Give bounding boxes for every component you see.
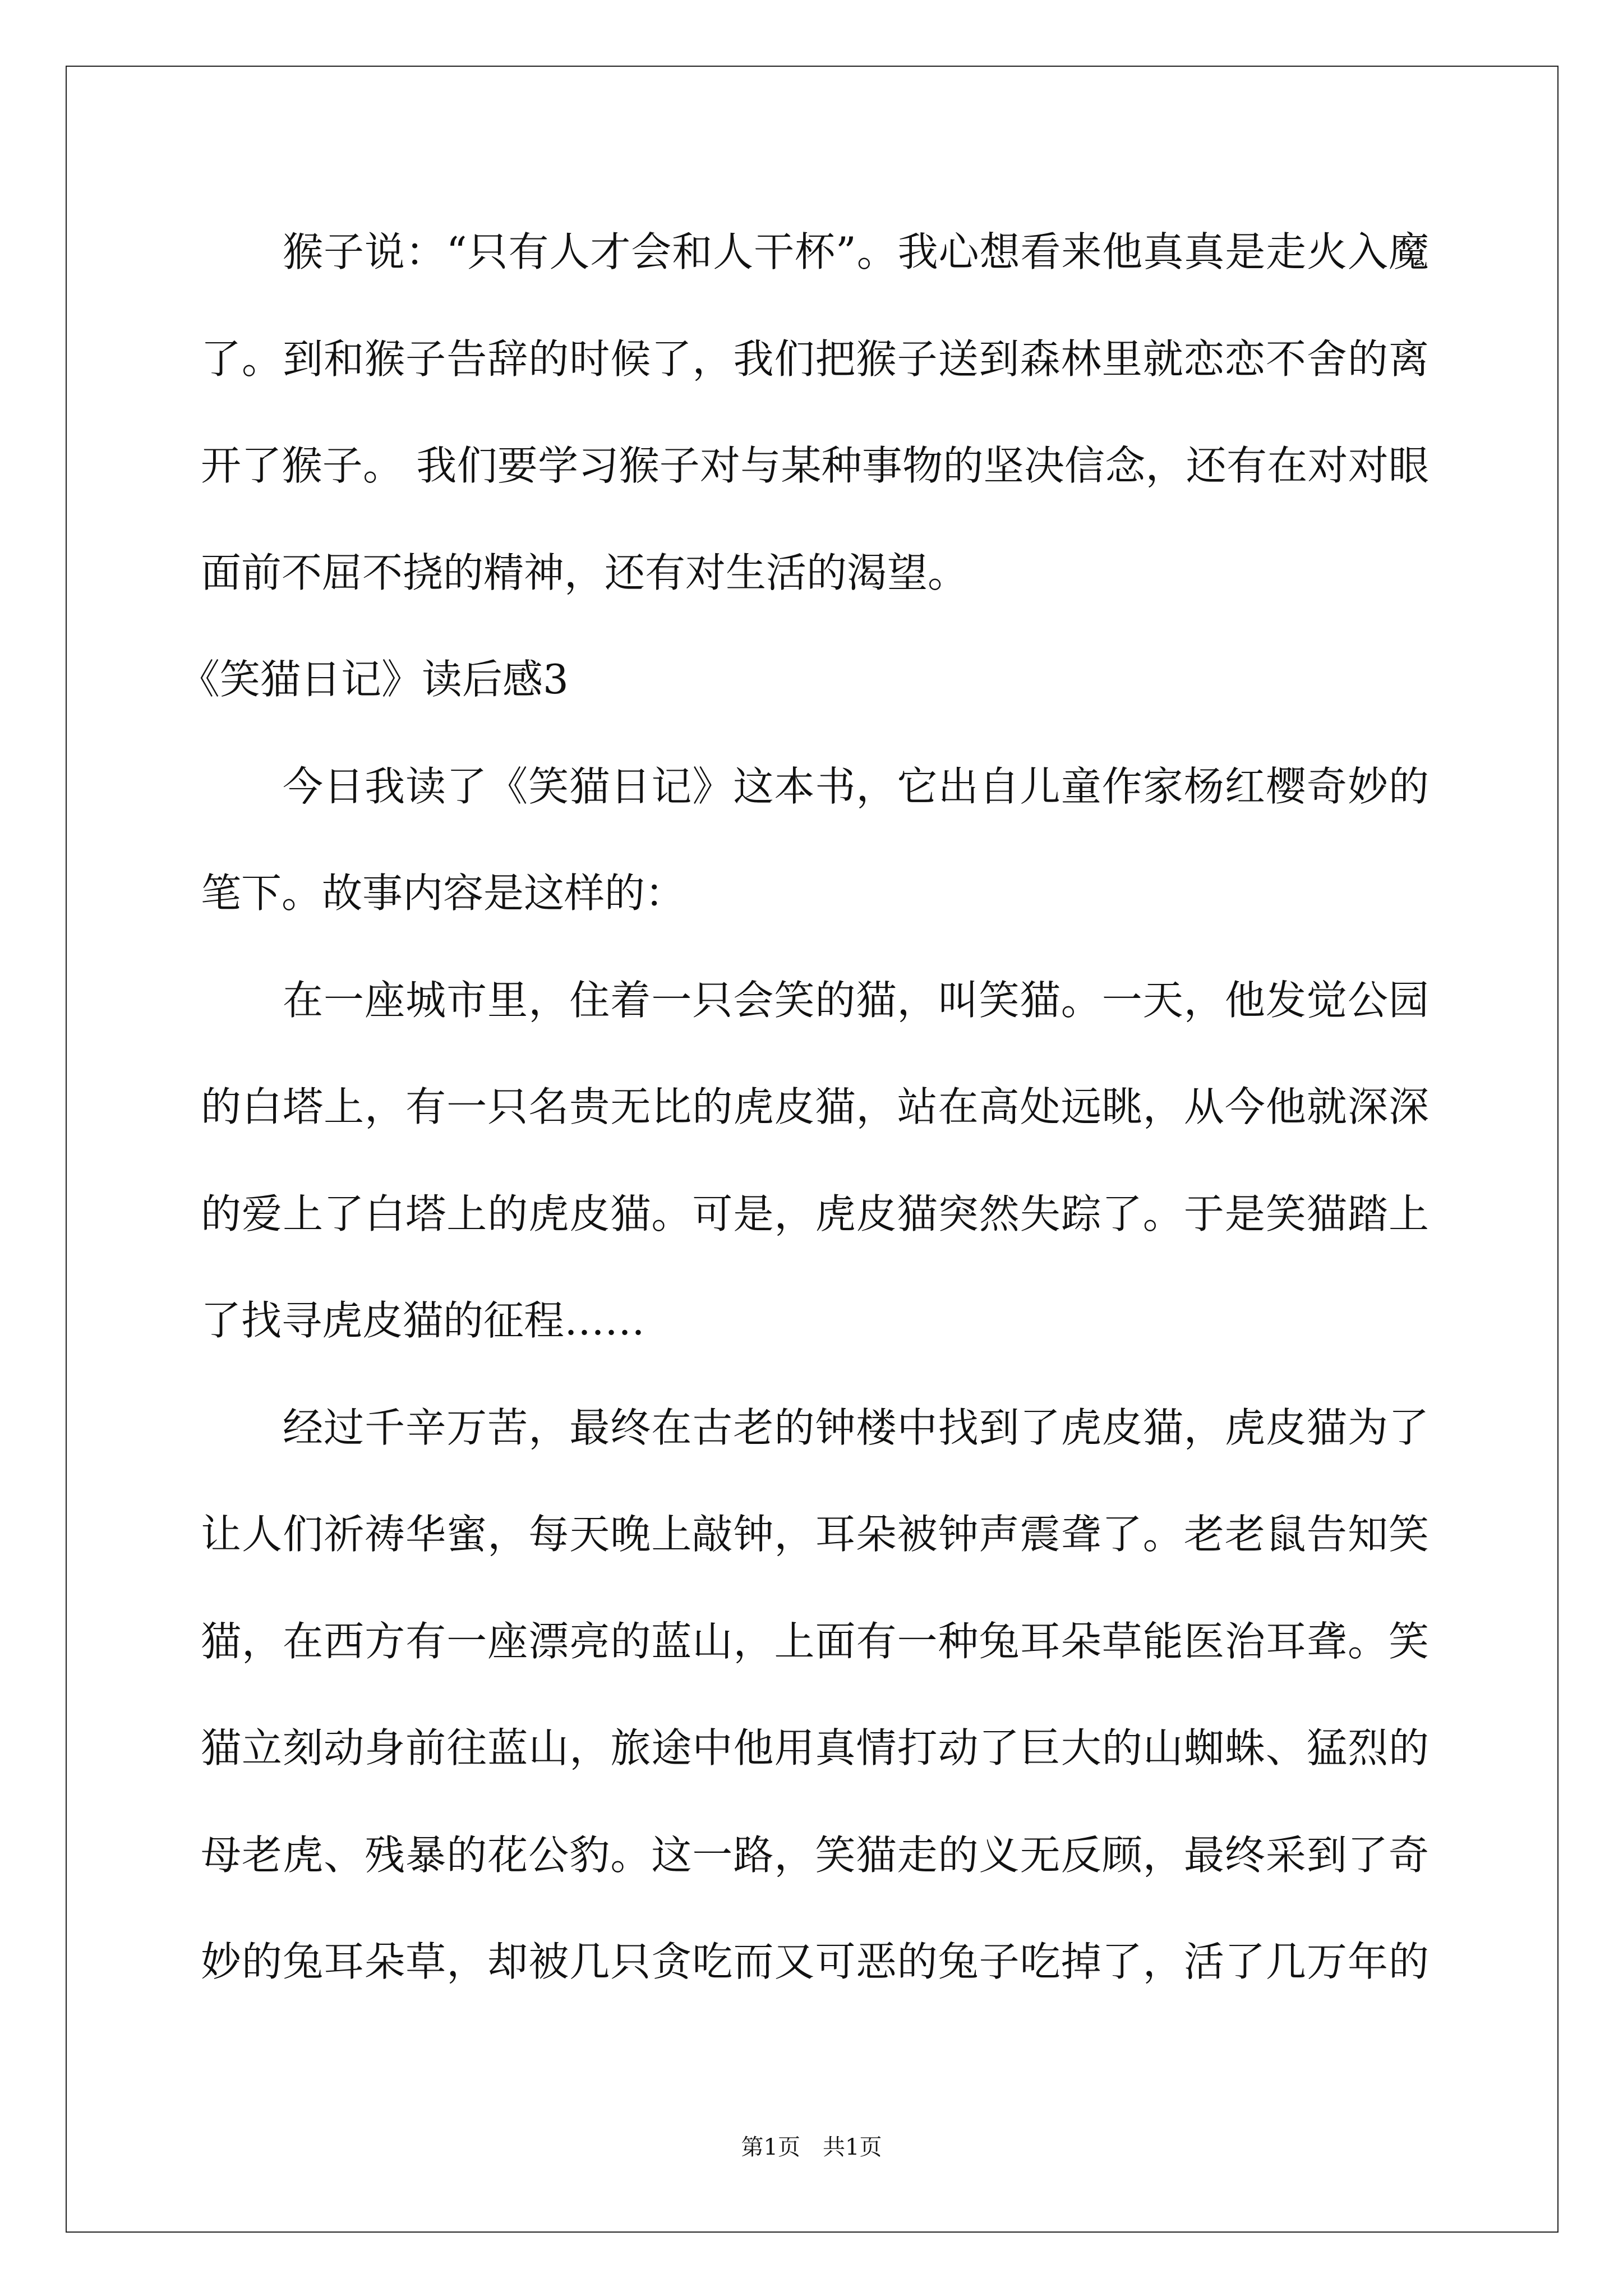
page-number-total: 共1页 (823, 2134, 882, 2160)
paragraph-1-line-2: 了。到和猴子告辞的时候了，我们把猴子送到森林里就恋恋不舍的离 (201, 335, 1429, 383)
paragraph-3-line-2: 的白塔上，有一只名贵无比的虎皮猫，站在高处远眺，从今他就深深 (201, 1083, 1429, 1130)
page-footer (0, 2132, 1623, 2163)
paragraph-2-line-1: 今日我读了《笑猫日记》这本书，它出自儿童作家杨红樱奇妙的 (283, 762, 1429, 810)
paragraph-3-line-4: 了找寻虎皮猫的征程…… (201, 1297, 645, 1344)
paragraph-2-line-2: 笔下。故事内容是这样的： (201, 869, 686, 917)
paragraph-4-line-2: 让人们祈祷华蜜，每天晚上敲钟，耳朵被钟声震聋了。老老鼠告知笑 (201, 1511, 1429, 1558)
page-number-current: 第1页 (741, 2134, 800, 2160)
paragraph-1-line-4: 面前不屈不挠的精神，还有对生活的渴望。 (201, 549, 969, 596)
paragraph-4-line-1: 经过千辛万苦，最终在古老的钟楼中找到了虎皮猫，虎皮猫为了 (283, 1404, 1429, 1451)
paragraph-3-line-1: 在一座城市里，住着一只会笑的猫，叫笑猫。一天，他发觉公园 (283, 976, 1429, 1024)
section-heading: 《笑猫日记》读后感3 (179, 656, 569, 703)
paragraph-4-line-6: 妙的兔耳朵草，却被几只贪吃而又可恶的兔子吃掉了，活了几万年的 (201, 1938, 1429, 1985)
paragraph-4-line-5: 母老虎、残暴的花公豹。这一路，笑猫走的义无反顾，最终采到了奇 (201, 1831, 1429, 1879)
paragraph-4-line-3: 猫，在西方有一座漂亮的蓝山，上面有一种兔耳朵草能医治耳聋。笑 (201, 1617, 1429, 1665)
paragraph-3-line-3: 的爱上了白塔上的虎皮猫。可是，虎皮猫突然失踪了。于是笑猫踏上 (201, 1190, 1429, 1237)
paragraph-4-line-4: 猫立刻动身前往蓝山，旅途中他用真情打动了巨大的山蜘蛛、猛烈的 (201, 1724, 1429, 1772)
document-body (179, 199, 1429, 2016)
paragraph-1-line-3: 开了猴子。 我们要学习猴子对与某种事物的坚决信念，还有在对对眼 (201, 442, 1429, 489)
paragraph-1-line-1: 猴子说：“只有人才会和人干杯”。我心想看来他真真是走火入魔 (283, 228, 1429, 275)
